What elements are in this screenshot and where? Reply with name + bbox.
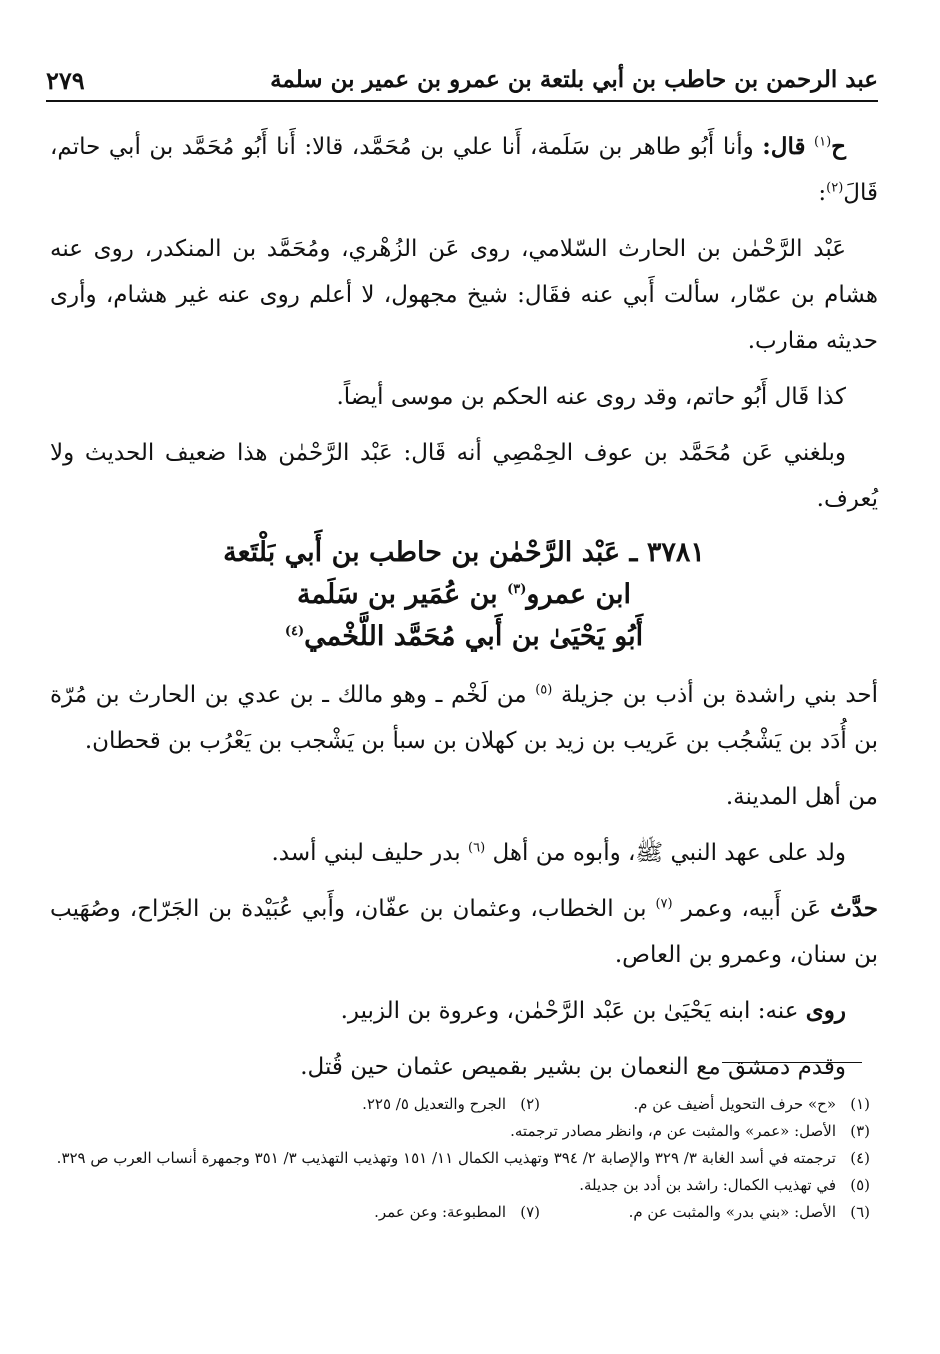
page-number: ٢٧٩ bbox=[46, 66, 85, 95]
paragraph-ibn-awf: وبلغني عَن مُحَمَّد بن عوف الحِمْصِي أنه قَال: عَبْد الرَّحْمٰن هذا ضعيف الحديث ولا يُعرف. bbox=[50, 440, 878, 512]
paragraph-haddatha bbox=[50, 886, 878, 978]
footnotes bbox=[56, 1092, 870, 1227]
entry-heading bbox=[50, 532, 878, 658]
footnote-text: الأصل: «عمر» والمثبت عن م، وانظر مصادر ترجمته. bbox=[510, 1122, 836, 1140]
entry-heading-line-2 bbox=[50, 574, 878, 616]
entry-heading-line-2b: بن عُمَير بن سَلَمة bbox=[296, 579, 498, 610]
footnote-text: المطبوعة: وعن عمر. bbox=[374, 1203, 506, 1221]
footnote-row bbox=[56, 1173, 870, 1198]
footnote-text: في تهذيب الكمال: راشد بن أدد بن جديلة. bbox=[579, 1176, 836, 1194]
rawa-label: روى bbox=[805, 997, 846, 1024]
birth-text-b: بدر حليف لبني أسد. bbox=[271, 840, 461, 866]
footnote-row bbox=[56, 1119, 870, 1144]
footnote-ref-4: (٤) bbox=[284, 624, 305, 639]
footnote-7 bbox=[374, 1200, 540, 1225]
footnote-ref-6: (٦) bbox=[468, 840, 486, 856]
footnote-number: (١) bbox=[850, 1095, 870, 1113]
footnote-5 bbox=[579, 1173, 870, 1198]
qal-label: قال: bbox=[762, 133, 806, 160]
footnote-number: (٤) bbox=[850, 1149, 870, 1167]
paragraph-rawa-anhu bbox=[50, 988, 878, 1034]
footnote-6 bbox=[540, 1200, 870, 1225]
footnote-number: (٣) bbox=[850, 1122, 870, 1140]
paragraph-birth bbox=[50, 830, 878, 876]
paragraph-abu-hatim: كذا قَال أَبُو حاتم، وقد روى عنه الحكم بن موسى أيضاً. bbox=[336, 384, 846, 410]
haddatha-text-a: عَن أَبيه، وعمر bbox=[681, 896, 822, 922]
paragraph-isnad bbox=[50, 124, 878, 216]
entry-heading-line-2a: ابن عمرو bbox=[526, 579, 632, 610]
footnote-number: (٧) bbox=[520, 1203, 540, 1221]
footnote-ref-7: (٧) bbox=[655, 896, 673, 912]
footnote-ref-1: (١) bbox=[814, 134, 832, 150]
footnote-1 bbox=[540, 1092, 870, 1117]
paragraph-damascus: وقدم دمشق مع النعمان بن بشير بقميص عثمان حين قُتل. bbox=[300, 1054, 846, 1080]
footnote-number: (٥) bbox=[850, 1176, 870, 1194]
footnote-row bbox=[56, 1146, 870, 1171]
footnote-text: الجرح والتعديل ٥/ ٢٢٥. bbox=[362, 1095, 506, 1113]
footnote-ref-3: (٣) bbox=[507, 582, 527, 597]
paragraph-lineage bbox=[50, 672, 878, 764]
footnote-text: الأصل: «بني بدر» والمثبت عن م. bbox=[628, 1203, 836, 1221]
footnote-2 bbox=[362, 1092, 540, 1117]
footnote-ref-2: (٢) bbox=[826, 180, 844, 196]
footnote-4 bbox=[57, 1146, 870, 1171]
haddatha-text-b: بن الخطاب، وعثمان بن عفّان، وأَبي عُبَيْدة بن الجَرّاح، وصُهَيب بن سنان، وعمرو بن العاص. bbox=[50, 896, 878, 968]
header-rule bbox=[46, 100, 878, 102]
footnote-ref-5: (٥) bbox=[535, 682, 553, 698]
footnote-row bbox=[56, 1092, 870, 1117]
main-text bbox=[50, 124, 878, 1100]
page-header bbox=[46, 62, 878, 102]
footnote-text: ترجمته في أسد الغابة ٣/ ٣٢٩ والإصابة ٢/ ٣٩٤ وتهذيب الكمال ١١/ ١٥١ وتهذيب التهذيب ٣/ ٣٥١ وجمهرة أنساب العرب ص ٣٢٩. bbox=[56, 1149, 836, 1167]
haddatha-label: حدَّث bbox=[830, 895, 879, 922]
running-title: عبد الرحمن بن حاطب بن أبي بلتعة بن عمرو بن عمير بن سلمة bbox=[270, 66, 878, 93]
paragraph-medina: من أهل المدينة. bbox=[725, 784, 878, 810]
footnote-number: (٢) bbox=[520, 1095, 540, 1113]
footnote-row bbox=[56, 1200, 870, 1225]
rawa-text: عنه: ابنه يَحْيَىٰ بن عَبْد الرَّحْمٰن، وعروة بن الزبير. bbox=[340, 998, 799, 1024]
entry-heading-line-1: ٣٧٨١ ـ عَبْد الرَّحْمٰن بن حاطب بن أَبي بَلْتَعة bbox=[223, 537, 705, 568]
paragraph-abd-al-rahman-salami: عَبْد الرَّحْمٰن بن الحارث السّلامي، روى عَن الزُهْري، ومُحَمَّد بن المنكدر، روى عنه هشام بن عمّار، سألت أَبي عنه فقَال: شيخ مجهول، لا أعلم روى عنه غير هشام، وأرى حديثه مقارب. bbox=[50, 236, 878, 354]
entry-heading-line-3 bbox=[50, 616, 878, 658]
lineage-text-a: أحد بني راشدة بن أذب بن جزيلة bbox=[560, 682, 879, 708]
footnote-rule bbox=[722, 1062, 862, 1063]
footnote-text: «ح» حرف التحويل أضيف عن م. bbox=[633, 1095, 836, 1113]
entry-heading-line-3-text: أَبُو يَحْيَىٰ بن أَبي مُحَمَّد اللَّخْمي bbox=[304, 621, 644, 652]
lineage-text-b: من لَخْم ـ وهو مالك ـ بن عدي بن الحارث بن مُرّة بن أُدَد بن يَشْجُب بن عَريب بن زيد بن كهلان بن سبأ بن يَشْجب بن يَعْرُب بن قحطان. bbox=[50, 682, 878, 754]
isnad-text: وأنا أَبُو طاهر بن سَلَمة، أَنا علي بن مُحَمَّد، قالا: أَنا أَبُو مُحَمَّد بن أبي حاتم، قَالَ bbox=[50, 134, 878, 206]
birth-text-a: ولد على عهد النبي ﷺ، وأبوه من أهل bbox=[492, 840, 846, 866]
isnad-end: : bbox=[818, 180, 827, 206]
tahwil-marker: ح bbox=[831, 133, 847, 160]
footnote-3 bbox=[510, 1119, 870, 1144]
footnote-number: (٦) bbox=[850, 1203, 870, 1221]
